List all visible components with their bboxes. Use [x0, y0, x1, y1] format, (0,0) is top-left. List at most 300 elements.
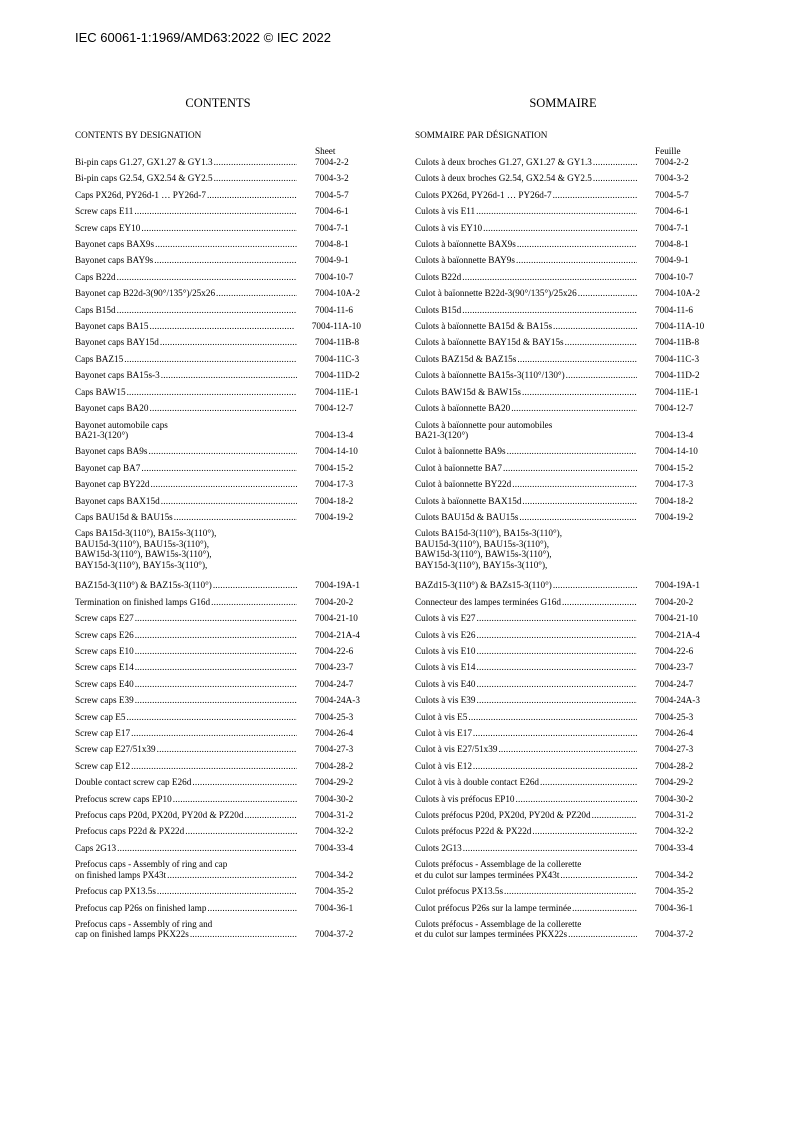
toc-entry [415, 337, 711, 347]
dot-leader [477, 613, 638, 623]
dot-leader [127, 387, 297, 397]
toc-entry [75, 272, 361, 282]
toc-entry-sheet-number: 7004-34-2 [315, 869, 354, 880]
toc-entry-sheet-number: 7004-29-2 [655, 777, 694, 788]
toc-entry-title: Culots à vis E27 [415, 613, 476, 624]
toc-entry-title: Culots à vis E26 [415, 629, 476, 640]
toc-entry-title-line [415, 570, 637, 580]
toc-entry-title: Culot à vis à double contact E26d [415, 777, 540, 788]
toc-entry-title: Culots à vis E10 [415, 646, 476, 656]
toc-entry-sheet-number: 7004-23-7 [655, 662, 694, 673]
dot-leader [141, 463, 297, 473]
toc-entry-title: Culots à baïonnette BA15s-3(110°/130°) [415, 370, 565, 381]
toc-entry-sheet-number: 7004-17-3 [655, 479, 694, 490]
toc-entry [415, 826, 711, 836]
toc-entry-title: Caps BAZ15 [75, 353, 124, 364]
toc-entry-title: Screw caps E39 [75, 695, 134, 706]
toc-entry-title: cap on finished lamps PKX22s [75, 929, 189, 940]
toc-entry-sheet-number: 7004-26-4 [655, 728, 694, 739]
toc-entry [415, 761, 711, 771]
toc-entry-title: Bayonet caps BA15 [75, 321, 149, 332]
toc-entry-sheet-number: 7004-11E-1 [315, 386, 359, 397]
toc-entry-title: Culot à baïonnette B22d-3(90°/135°)/25x26 [415, 288, 577, 299]
dot-leader [560, 870, 637, 880]
toc-entry-title: Termination on finished lamps G16d [75, 596, 211, 607]
toc-entry-title: BAZ15d-3(110°) & BAZ15s-3(110°) [75, 580, 212, 591]
toc-entry-sheet-number: 7004-19-2 [315, 511, 354, 522]
dot-leader [572, 903, 637, 913]
toc-entry [75, 512, 361, 522]
dot-leader [167, 870, 297, 880]
dot-leader [135, 695, 297, 705]
toc-entry-sheet-number: 7004-10-7 [655, 271, 694, 282]
toc-entry [75, 761, 361, 771]
toc-entry-sheet-number: 7004-10-7 [315, 271, 354, 282]
toc-entry [75, 321, 361, 331]
dot-leader [483, 223, 637, 233]
dot-leader [154, 255, 297, 265]
toc-entry-sheet-number: 7004-11E-1 [655, 386, 699, 397]
toc-entry-title-line: BAU15d-3(110°), BAU15s-3(110°), [415, 538, 550, 549]
toc-entry-title: Bayonet caps BAX15d [75, 495, 160, 506]
dot-leader [135, 679, 297, 689]
toc-entry-sheet-number: 7004-19-2 [655, 511, 694, 522]
toc-entry-title: Screw cap E27/51x39 [75, 744, 156, 755]
toc-entry-sheet-number: 7004-3-2 [315, 173, 349, 184]
toc-entry-sheet-number: 7004-25-3 [655, 711, 694, 722]
toc-entry-title: Bayonet caps BAY9s [75, 255, 154, 266]
dot-leader [462, 272, 637, 282]
toc-entry [75, 387, 361, 397]
toc-entry [75, 496, 361, 506]
dot-leader [503, 463, 637, 473]
toc-entry [75, 354, 361, 364]
toc-entry-title: Bi-pin caps G1.27, GX1.27 & GY1.3 [75, 157, 213, 167]
toc-entry-title: Culots à vis EY10 [415, 222, 483, 233]
toc-entry-title: Culots 2G13 [415, 842, 462, 853]
toc-entry [75, 810, 361, 820]
dot-leader [148, 446, 297, 456]
dot-leader [532, 826, 637, 836]
toc-entry-sheet-number: 7004-13-4 [655, 429, 694, 440]
dot-leader [476, 206, 637, 216]
toc-entry-title: Culots à vis E39 [415, 695, 476, 706]
toc-entry-sheet-number: 7004-8-1 [655, 239, 689, 250]
dot-leader [173, 794, 297, 804]
toc-entry-title: Culots à baïonnette BAY9s [415, 255, 515, 266]
dot-leader [157, 886, 297, 896]
toc-entry-sheet-number: 7004-11-6 [315, 304, 353, 315]
toc-entry-sheet-number: 7004-31-2 [655, 810, 694, 821]
toc-entry [75, 777, 361, 787]
toc-entry-title-line: BAY15d-3(110°), BAY15s-3(110°), [75, 559, 208, 570]
dot-leader [463, 843, 637, 853]
toc-entry [415, 886, 711, 896]
toc-entry-title: Culot préfocus P26s sur la lampe terminée [415, 902, 572, 913]
toc-entry-sheet-number: 7004-23-7 [315, 662, 354, 673]
toc-entry-title: Culots à baïonnette BAX9s [415, 239, 516, 250]
toc-entry-sheet-number: 7004-21A-4 [655, 629, 700, 640]
toc-entry-title: Screw cap E5 [75, 711, 126, 722]
feuille-column-label: Feuille [655, 146, 681, 156]
toc-entry-sheet-number: 7004-11D-2 [655, 370, 700, 381]
toc-entry [75, 288, 361, 298]
dot-leader [553, 190, 637, 200]
toc-entry-sheet-number: 7004-5-7 [655, 189, 689, 200]
toc-entry-sheet-number: 7004-13-4 [315, 429, 354, 440]
toc-entry-sheet-number: 7004-7-1 [315, 222, 349, 233]
toc-entry-title: Bayonet caps BA9s [75, 446, 148, 457]
toc-entry-sheet-number: 7004-21A-4 [315, 629, 360, 640]
toc-entry-title: et du culot sur lampes terminées PX43t [415, 869, 560, 880]
dot-leader [174, 512, 297, 522]
toc-entry-sheet-number: 7004-24A-3 [315, 695, 360, 706]
dot-leader [512, 479, 637, 489]
toc-entry-title: Caps B22d [75, 271, 116, 282]
toc-entry-title: Screw cap E17 [75, 728, 131, 739]
toc-entry [415, 679, 711, 689]
toc-entry-title: Prefocus cap P26s on finished lamp [75, 902, 207, 913]
toc-entry-sheet-number: 7004-33-4 [655, 842, 694, 853]
toc-entry-title: Bayonet cap BY22d [75, 479, 150, 490]
toc-entry [75, 370, 361, 380]
toc-entry [415, 387, 711, 397]
toc-entry-title: Culot à baïonnette BY22d [415, 479, 512, 490]
toc-entry-title: Culots à baïonnette BA20 [415, 403, 511, 414]
dot-leader [134, 206, 297, 216]
toc-entry-sheet-number: 7004-26-4 [315, 728, 354, 739]
sheet-column-label: Sheet [315, 146, 336, 156]
dot-leader [498, 744, 637, 754]
dot-leader [207, 190, 297, 200]
toc-entry [415, 354, 711, 364]
dot-leader [553, 321, 637, 331]
toc-entry-title: Culots à vis E40 [415, 678, 476, 689]
dot-leader [157, 744, 297, 754]
dot-leader [540, 777, 637, 787]
toc-entry-sheet-number: 7004-19A-1 [315, 580, 360, 591]
dot-leader [155, 239, 297, 249]
toc-entry [75, 859, 361, 880]
toc-entry [415, 662, 711, 672]
toc-entry [415, 919, 711, 940]
toc-entry-sheet-number: 7004-36-1 [655, 902, 694, 913]
toc-entry [415, 370, 711, 380]
toc-entry-sheet-number: 7004-28-2 [655, 760, 694, 771]
toc-entry-title: Bayonet caps BAY15d [75, 337, 159, 348]
sommaire-list [415, 157, 711, 940]
toc-entry-title-line: Caps BA15d-3(110°), BA15s-3(110°), [75, 528, 217, 539]
toc-entry [75, 744, 361, 754]
toc-entry-title: Culots à baïonnette BAY15d & BAY15s [415, 337, 564, 348]
toc-entry [415, 903, 711, 913]
toc-entry-title: BAZd15-3(110°) & BAZs15-3(110°) [415, 580, 552, 591]
contents-section-heading: CONTENTS BY DESIGNATION [75, 130, 202, 140]
contents-column [75, 95, 361, 946]
toc-entry [415, 173, 711, 183]
toc-entry-sheet-number: 7004-11C-3 [655, 353, 700, 364]
toc-entry-sheet-number: 7004-32-2 [315, 826, 354, 837]
toc-entry-title: Culot à baïonnette BA7 [415, 462, 503, 473]
dot-leader [213, 580, 297, 590]
toc-entry [75, 239, 361, 249]
toc-entry-sheet-number: 7004-24-7 [655, 678, 694, 689]
toc-entry-title: Bayonet cap B22d-3(90°/135°)/25x26 [75, 288, 216, 299]
toc-entry-sheet-number: 7004-2-2 [655, 157, 689, 167]
dot-leader [462, 305, 637, 315]
toc-entry-sheet-number: 7004-8-1 [315, 239, 349, 250]
dot-leader [214, 173, 297, 183]
toc-entry-sheet-number: 7004-12-7 [315, 403, 354, 414]
toc-entry-title: BA21-3(120°) [75, 429, 129, 440]
toc-entry [75, 479, 361, 489]
toc-entry-sheet-number: 7004-12-7 [655, 403, 694, 414]
dot-leader [522, 496, 637, 506]
toc-entry-title: Culots à deux broches G1.27, GX1.27 & GY1.3 [415, 157, 592, 167]
toc-entry-title: Culots à vis E14 [415, 662, 476, 673]
dot-leader [473, 728, 637, 738]
toc-entry [75, 403, 361, 413]
toc-entry-title-line: BAW15d-3(110°), BAW15s-3(110°), [75, 549, 212, 560]
toc-entry-title: Screw cap E12 [75, 760, 131, 771]
toc-entry-title: Culot à vis E12 [415, 760, 472, 771]
toc-entry-sheet-number: 7004-11B-8 [655, 337, 700, 348]
toc-entry [415, 479, 711, 489]
toc-entry-sheet-number: 7004-7-1 [655, 222, 689, 233]
toc-entry-sheet-number: 7004-28-2 [315, 760, 354, 771]
sommaire-title: SOMMAIRE [529, 96, 597, 110]
dot-leader [117, 272, 297, 282]
toc-entry-title: Prefocus caps P20d, PX20d, PY20d & PZ20d [75, 810, 244, 821]
document-header: IEC 60061-1:1969/AMD63:2022 © IEC 2022 [75, 30, 332, 45]
toc-entry [415, 744, 711, 754]
toc-entry [415, 255, 711, 265]
toc-entry-title: Culot à vis E5 [415, 711, 468, 722]
dot-leader [117, 843, 297, 853]
toc-entry-sheet-number: 7004-6-1 [655, 206, 689, 217]
dot-leader [214, 157, 297, 167]
contents-list [75, 157, 361, 940]
dot-leader [135, 630, 297, 640]
toc-entry-sheet-number: 7004-11A-10 [655, 321, 705, 332]
toc-entry-title-line: Prefocus caps - Assembly of ring and [75, 918, 213, 929]
dot-leader [553, 580, 637, 590]
toc-entry [415, 646, 711, 656]
toc-entry [75, 597, 361, 607]
toc-entry [75, 903, 361, 913]
dot-leader [135, 613, 297, 623]
toc-entry [415, 777, 711, 787]
toc-entry [415, 613, 711, 623]
toc-entry-title: Screw caps E14 [75, 662, 134, 673]
toc-entry-sheet-number: 7004-27-3 [655, 744, 694, 755]
toc-entry [415, 843, 711, 853]
dot-leader [211, 597, 297, 607]
toc-entry [415, 239, 711, 249]
toc-entry-title: Culots BAZ15d & BAZ15s [415, 353, 517, 364]
toc-entry-sheet-number: 7004-21-10 [315, 613, 358, 624]
toc-entry-title: Culots PX26d, PY26d-1 … PY26d-7 [415, 189, 552, 200]
dot-leader [190, 929, 297, 939]
toc-entry-title: Prefocus screw caps EP10 [75, 793, 172, 804]
toc-entry-title: Screw caps E10 [75, 646, 134, 656]
sommaire-section-heading: SOMMAIRE PAR DÉSIGNATION [415, 130, 548, 140]
toc-entry-title-line: BAY15d-3(110°), BAY15s-3(110°), [415, 559, 548, 570]
toc-entry-title: Culots BAW15d & BAW15s [415, 386, 521, 397]
toc-entry-sheet-number: 7004-5-7 [315, 189, 349, 200]
toc-entry-sheet-number: 7004-30-2 [655, 793, 694, 804]
toc-entry-title: Caps BAU15d & BAU15s [75, 511, 173, 522]
toc-entry [415, 695, 711, 705]
dot-leader [135, 662, 297, 672]
toc-entry-title-line: BAW15d-3(110°), BAW15s-3(110°), [415, 549, 552, 560]
toc-entry-sheet-number: 7004-27-3 [315, 744, 354, 755]
toc-entry [415, 223, 711, 233]
toc-entry-title: BA21-3(120°) [415, 429, 469, 440]
toc-entry [75, 337, 361, 347]
toc-entry [75, 826, 361, 836]
toc-entry-title: Caps PX26d, PY26d-1 … PY26d-7 [75, 189, 206, 200]
dot-leader [511, 403, 637, 413]
toc-entry-sheet-number: 7004-17-3 [315, 479, 354, 490]
toc-entry-title: Prefocus cap PX13.5s [75, 886, 156, 897]
dot-leader [516, 794, 637, 804]
toc-entry-title-line [75, 570, 297, 580]
dot-leader [519, 512, 637, 522]
dot-leader [151, 479, 297, 489]
dot-leader [566, 370, 637, 380]
toc-entry [415, 305, 711, 315]
toc-entry-sheet-number: 7004-36-1 [315, 902, 354, 913]
toc-entry-sheet-number: 7004-11-6 [655, 304, 693, 315]
toc-entry-sheet-number: 7004-30-2 [315, 793, 354, 804]
toc-entry [75, 446, 361, 456]
toc-entry-title: on finished lamps PX43t [75, 869, 167, 880]
toc-entry-title: Culot à vis E27/51x39 [415, 744, 498, 755]
toc-entry [415, 321, 711, 331]
toc-entry [75, 919, 361, 940]
toc-entry-title: Bayonet caps BA15s-3 [75, 370, 160, 381]
dot-leader [160, 337, 297, 347]
toc-entry-title: Bayonet caps BA20 [75, 403, 149, 414]
toc-entry-title-line: Bayonet automobile caps [75, 419, 168, 430]
dot-leader [127, 712, 297, 722]
dot-leader [131, 728, 297, 738]
dot-leader [117, 305, 297, 315]
dot-leader [593, 157, 637, 167]
toc-entry-title: Connecteur des lampes terminées G16d [415, 596, 561, 607]
toc-entry-sheet-number: 7004-34-2 [655, 869, 694, 880]
toc-entry-title: Culot à baïonnette BA9s [415, 446, 506, 457]
toc-entry-title: Screw caps E11 [75, 206, 134, 217]
toc-entry [415, 630, 711, 640]
dot-leader [517, 239, 637, 249]
dot-leader [504, 886, 637, 896]
toc-entry-sheet-number: 7004-3-2 [655, 173, 689, 184]
toc-entry-title: Screw caps E27 [75, 613, 134, 624]
toc-entry-title: Caps 2G13 [75, 842, 117, 853]
toc-entry [75, 646, 361, 656]
toc-entry [415, 206, 711, 216]
toc-entry-sheet-number: 7004-31-2 [315, 810, 354, 821]
toc-entry-sheet-number: 7004-20-2 [655, 596, 694, 607]
toc-entry-sheet-number: 7004-11A-10 [311, 321, 361, 332]
toc-entry-sheet-number: 7004-24-7 [315, 678, 354, 689]
toc-entry-sheet-number: 7004-10A-2 [315, 288, 360, 299]
dot-leader [150, 403, 298, 413]
toc-entry-title: Caps BAW15 [75, 386, 126, 397]
toc-entry-sheet-number: 7004-29-2 [315, 777, 354, 788]
dot-leader [477, 695, 638, 705]
toc-entry-title-line: Culots à baïonnette pour automobiles [415, 419, 553, 430]
toc-entry-title: Culots préfocus P20d, PX20d, PY20d & PZ20d [415, 810, 591, 821]
dot-leader [216, 288, 297, 298]
toc-entry-title: Culots à baïonnette BA15d & BA15s [415, 321, 553, 332]
toc-entry-sheet-number: 7004-11C-3 [315, 353, 360, 364]
toc-entry [415, 794, 711, 804]
toc-entry [75, 305, 361, 315]
toc-entry-sheet-number: 7004-19A-1 [655, 580, 700, 591]
toc-entry-sheet-number: 7004-2-2 [315, 157, 349, 167]
toc-entry-title: Culots à deux broches G2.54, GX2.54 & GY2.5 [415, 173, 592, 184]
toc-entry [75, 712, 361, 722]
toc-entry [415, 446, 711, 456]
toc-entry [415, 528, 711, 590]
dot-leader [477, 662, 638, 672]
toc-entry-sheet-number: 7004-10A-2 [655, 288, 700, 299]
toc-entry-title: Culots B15d [415, 304, 462, 315]
toc-entry [415, 190, 711, 200]
toc-entry [415, 288, 711, 298]
toc-entry-title: Bayonet caps BAX9s [75, 239, 155, 250]
dot-leader [124, 354, 297, 364]
toc-entry-sheet-number: 7004-20-2 [315, 596, 354, 607]
toc-entry [75, 728, 361, 738]
dot-leader [135, 646, 297, 656]
dot-leader [468, 712, 637, 722]
sommaire-column [415, 95, 711, 946]
toc-entry [415, 512, 711, 522]
toc-entry [75, 662, 361, 672]
dot-leader [565, 337, 637, 347]
toc-entry-title: Culots BAU15d & BAU15s [415, 511, 519, 522]
dot-leader [150, 321, 294, 331]
dot-leader [192, 777, 297, 787]
dot-leader [592, 810, 637, 820]
dot-leader [562, 597, 637, 607]
toc-entry [415, 420, 711, 441]
dot-leader [161, 496, 297, 506]
toc-entry-title-line: Culots préfocus - Assemblage de la collerette [415, 918, 582, 929]
dot-leader [517, 354, 637, 364]
toc-entry-title: Culots préfocus P22d & PX22d [415, 826, 532, 837]
toc-entry [415, 712, 711, 722]
toc-entry-sheet-number: 7004-33-4 [315, 842, 354, 853]
toc-entry-title: Culots à vis préfocus EP10 [415, 793, 515, 804]
toc-entry [415, 810, 711, 820]
toc-entry [75, 463, 361, 473]
toc-entry [75, 420, 361, 441]
dot-leader [568, 929, 637, 939]
toc-entry-title: Culots à baïonnette BAX15d [415, 495, 522, 506]
dot-leader [593, 173, 637, 183]
toc-entry-title: Culot à vis E17 [415, 728, 472, 739]
toc-entry [415, 157, 711, 167]
toc-entry-title: et du culot sur lampes terminées PKX22s [415, 929, 568, 940]
toc-entry [415, 859, 711, 880]
toc-entry-title: Screw caps EY10 [75, 222, 141, 233]
dot-leader [161, 370, 297, 380]
